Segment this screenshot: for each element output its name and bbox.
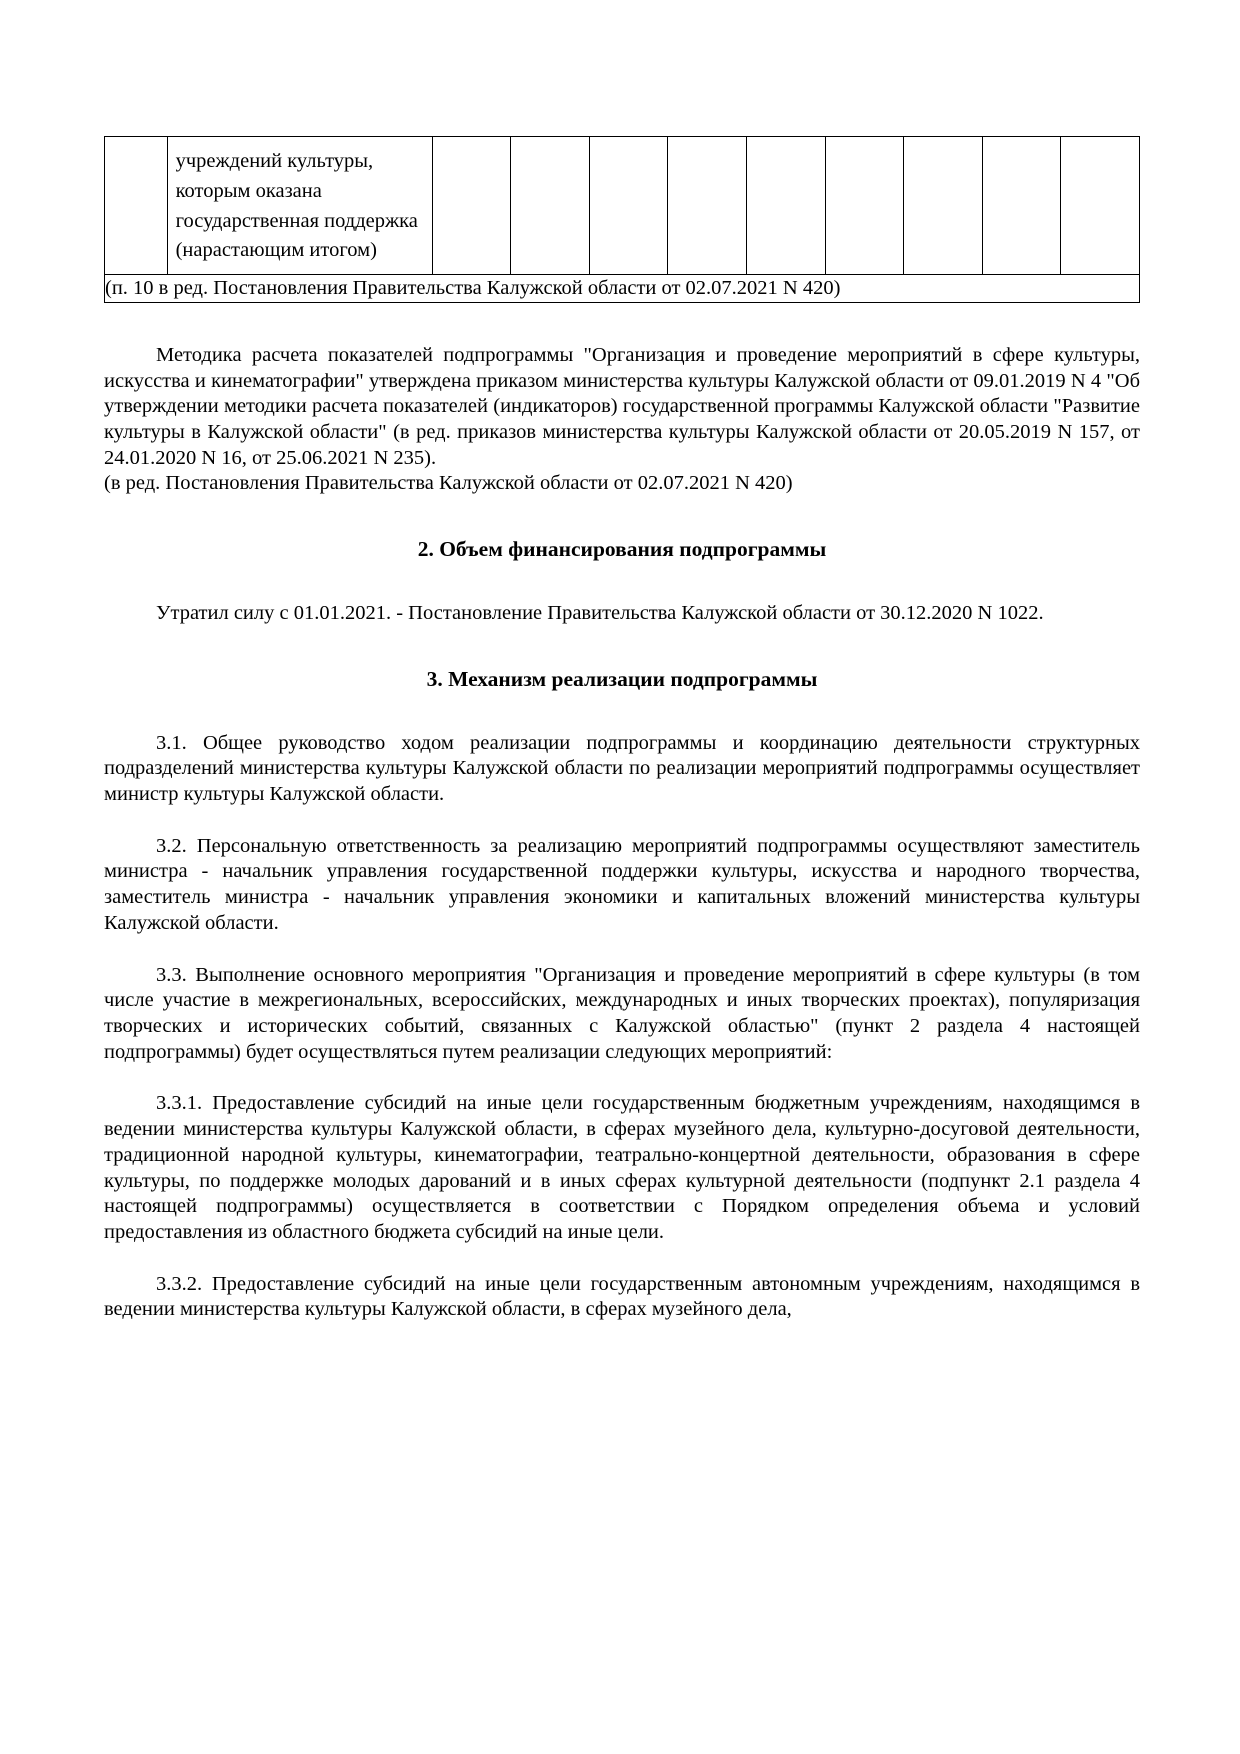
paragraph-3-2: 3.2. Персональную ответственность за реализацию мероприятий подпрограммы осуществляют заместитель министра - начальник управления государственной поддержки культуры, искусства и народного творчества, заместитель министра - начальник управления экономики и капитальных вложений министерства культуры Калужской области.: [104, 834, 1140, 934]
table-cell-value-4: [668, 137, 747, 275]
paragraph-section-2-body: Утратил силу с 01.01.2021. - Постановление Правительства Калужской области от 30.12.2020 N 1022.: [156, 602, 1044, 624]
indicator-table: [104, 136, 1140, 303]
table-footnote-text: (п. 10 в ред. Постановления Правительства Калужской области от 02.07.2021 N 420): [105, 277, 841, 300]
spacer: [104, 1246, 1140, 1272]
paragraph-3-1: 3.1. Общее руководство ходом реализации подпрограммы и координацию деятельности структурных подразделений министерства культуры Калужской области по реализации мероприятий подпрограммы осуществляет министр культуры Калужской области.: [104, 731, 1140, 805]
table-footnote-row: [105, 275, 1140, 303]
heading-section-3: 3. Механизм реализации подпрограммы: [426, 666, 818, 691]
amendment-note-1: (в ред. Постановления Правительства Калужской области от 02.07.2021 N 420): [104, 472, 793, 495]
table-cell-value-3: [589, 137, 668, 275]
paragraph-3-3-1: 3.3.1. Предоставление субсидий на иные цели государственным бюджетным учреждениям, находящимся в ведении министерства культуры Калужской области, в сферах музейного дела, культурно-досуговой деятельности, традиционной народной культуры, кинематографии, театрально-концертной деятельности, образования в сфере культуры, по поддержке молодых дарований и в иных сферах культурной деятельности (подпункт 2.1 раздела 4 настоящей подпрограммы) осуществляется в соответствии с Порядком определения объема и условий предоставления из областного бюджета субсидий на иные цели.: [104, 1092, 1140, 1244]
paragraph-3-3: 3.3. Выполнение основного мероприятия "Организация и проведение мероприятий в сфере культуры (в том числе участие в межрегиональных, всероссийских, международных и иных творческих проектах), популяризация творческих и исторических событий, связанных с Калужской областью" (пункт 2 раздела 4 настоящей подпрограммы) будет осуществляться путем реализации следующих мероприятий:: [104, 963, 1140, 1063]
spacer: [104, 627, 1140, 667]
spacer: [104, 303, 1140, 343]
page-content: [104, 136, 1140, 1323]
spacer: [104, 937, 1140, 963]
table-cell-value-6: [825, 137, 904, 275]
heading-section-2: 2. Объем финансирования подпрограммы: [417, 537, 827, 562]
spacer: [104, 497, 1140, 537]
paragraph-methodology: Методика расчета показателей подпрограммы "Организация и проведение мероприятий в сфере культуры, искусства и кинематографии" утверждена приказом министерства культуры Калужской области от 09.01.2019 N 4 "Об утверждении методики расчета показателей (индикаторов) государственной программы Калужской области "Развитие культуры в Калужской области" (в ред. приказов министерства культуры Калужской области от 20.05.2019 N 157, от 24.01.2020 N 16, от 25.06.2021 N 235).: [104, 343, 1140, 469]
spacer: [104, 1065, 1140, 1091]
table-cell-value-1: [432, 137, 511, 275]
spacer: [104, 693, 1140, 731]
table-cell-value-2: [511, 137, 590, 275]
table-cell-value-8: [982, 137, 1061, 275]
table-cell-value-7: [904, 137, 983, 275]
table-cell-value-9: [1061, 137, 1140, 275]
spacer: [104, 563, 1140, 601]
table-row: [105, 137, 1140, 275]
table-cell-number: [105, 137, 168, 275]
table-footnote-cell: [105, 275, 1140, 303]
spacer: [104, 808, 1140, 834]
indicator-name-text: учреждений культуры, которым оказана государственная поддержка (нарастающим итогом): [175, 150, 418, 262]
paragraph-3-3-2: 3.3.2. Предоставление субсидий на иные цели государственным автономным учреждениям, находящимся в ведении министерства культуры Калужской области, в сферах музейного дела,: [104, 1272, 1140, 1321]
table-cell-indicator-name: [167, 137, 432, 275]
table-cell-value-5: [747, 137, 826, 275]
